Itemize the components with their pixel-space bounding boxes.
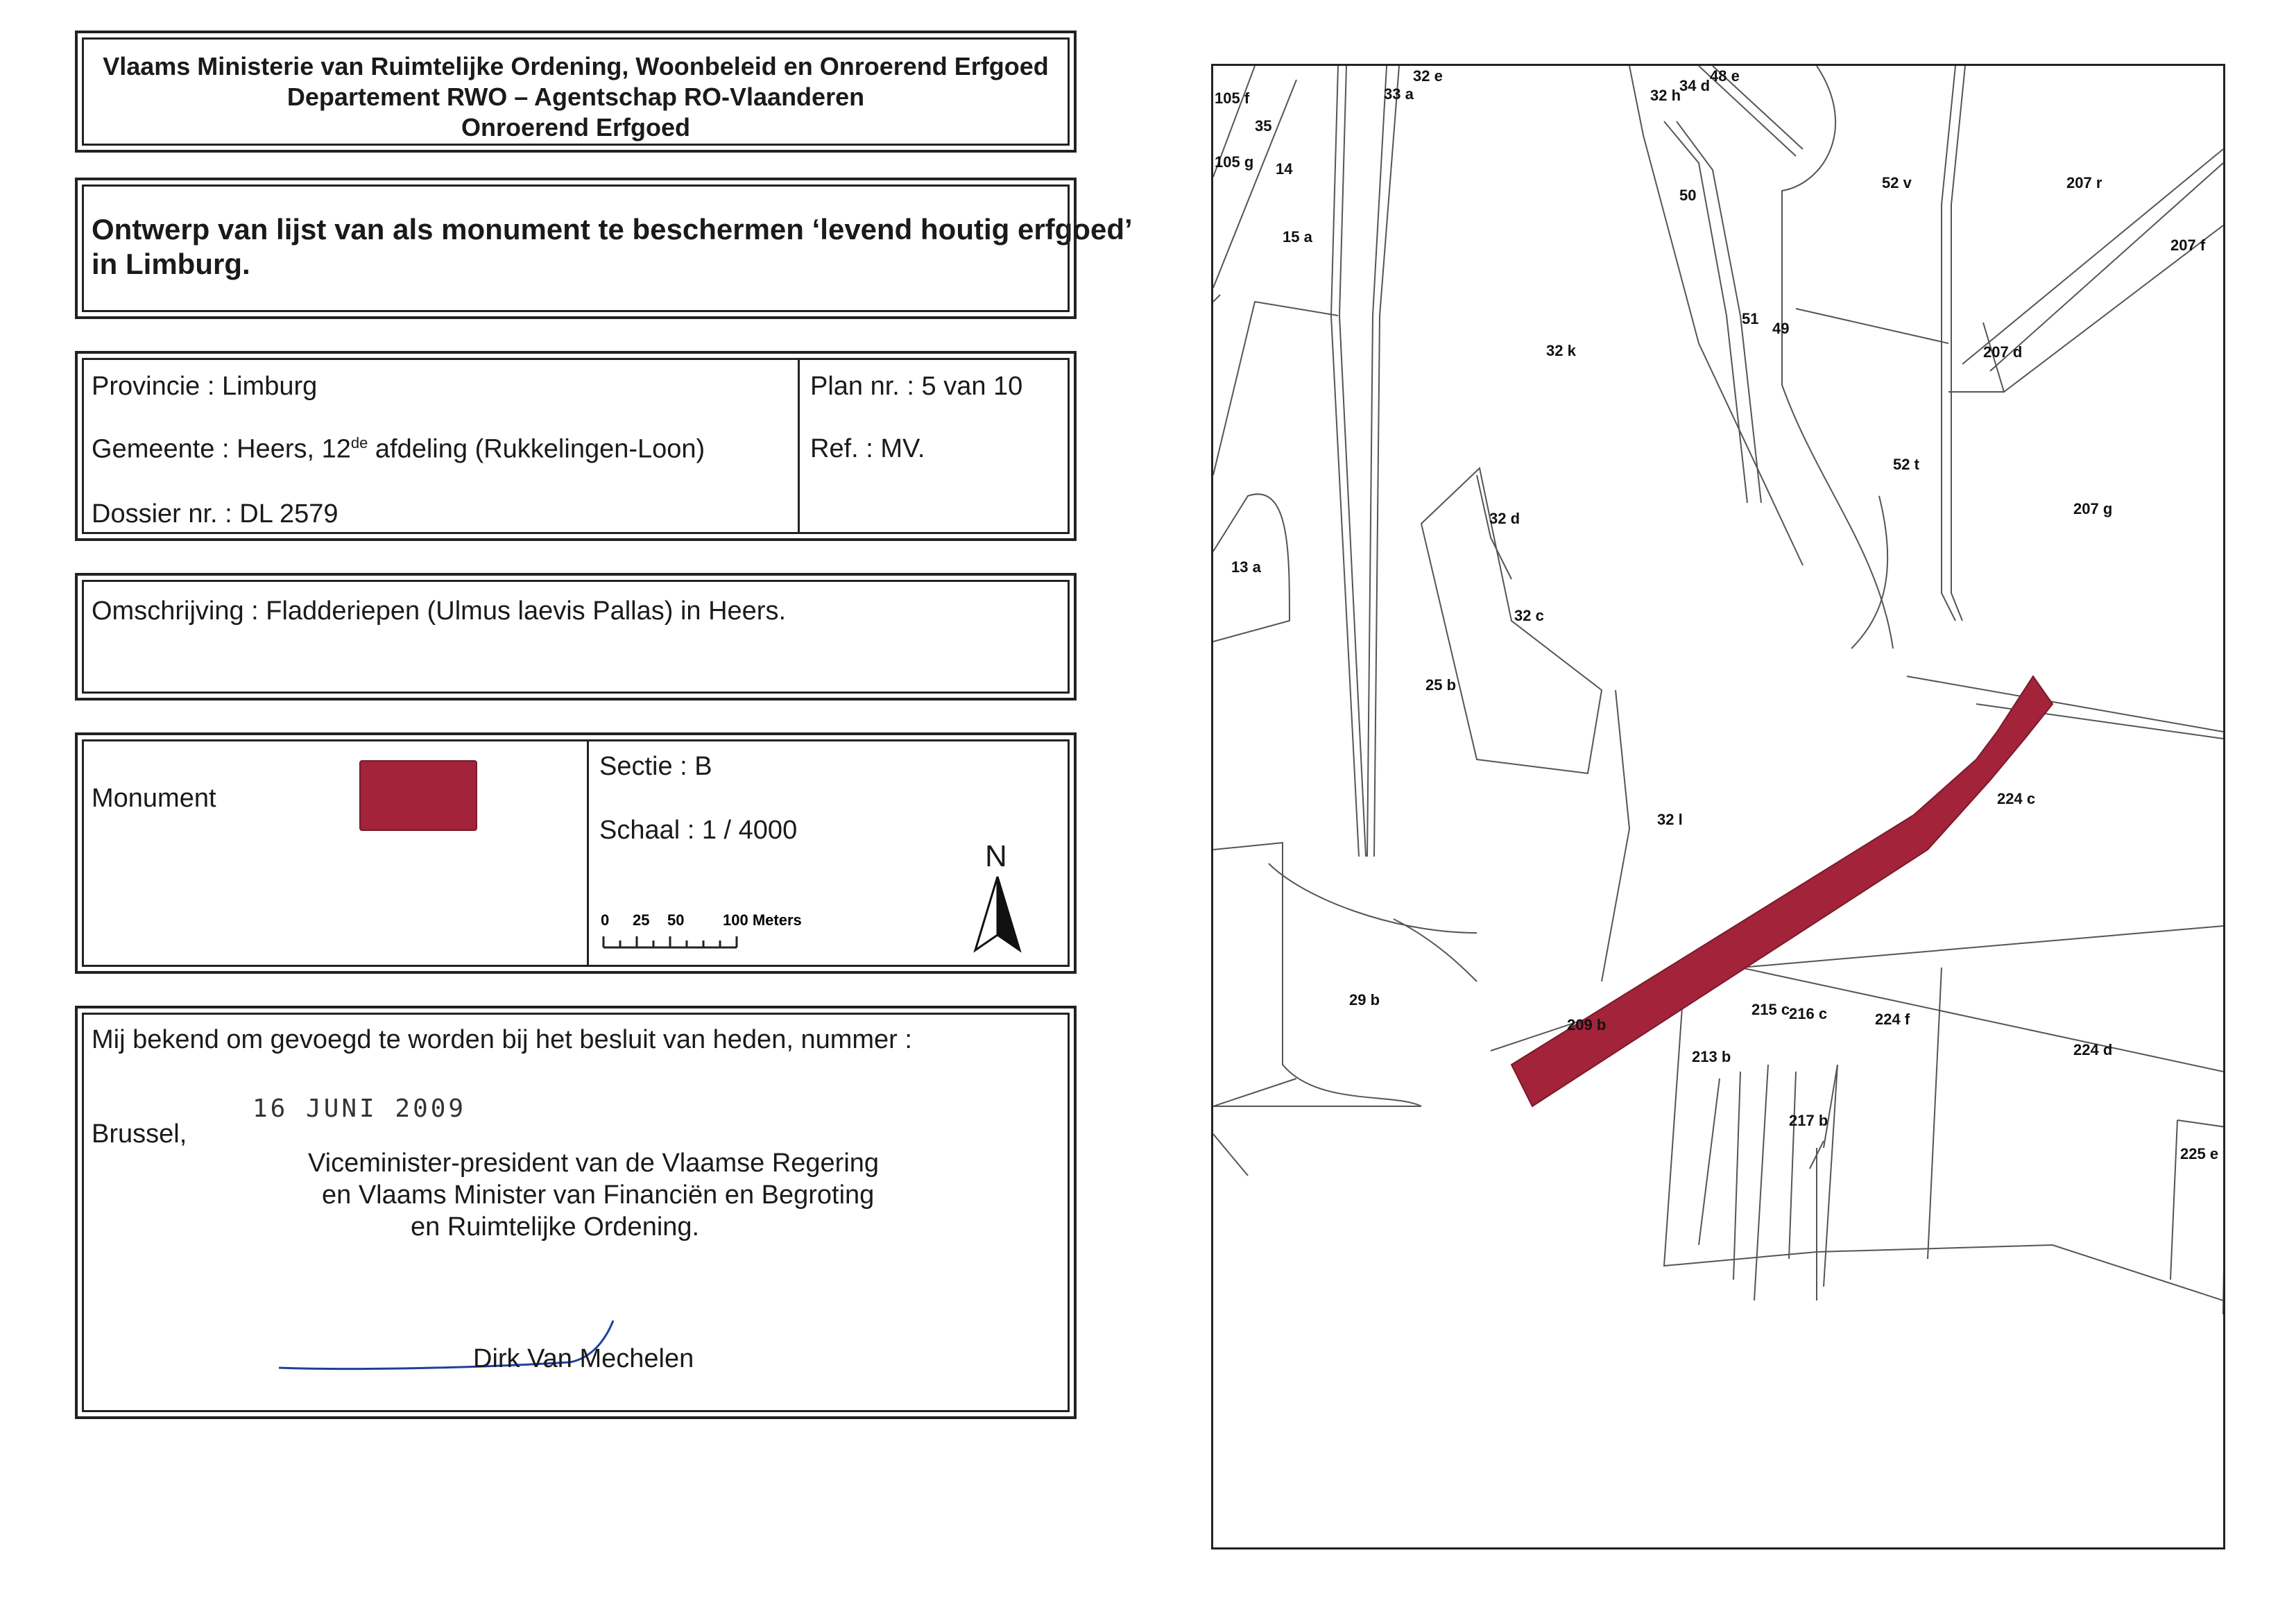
cadastral-map — [1211, 64, 2225, 1549]
monument-swatch — [359, 760, 477, 831]
parcel-label: 32 h — [1650, 87, 1681, 104]
parcel-label: 105 f — [1215, 89, 1250, 107]
scale-tick-25: 25 — [633, 911, 650, 929]
gemeente-sup: de — [350, 434, 368, 452]
legend-box — [75, 732, 1077, 974]
signature-box — [75, 1006, 1077, 1419]
plan-field: Plan nr. : 5 van 10 — [810, 372, 1023, 401]
legend-divider — [587, 741, 589, 965]
parcel-label: 225 e — [2180, 1145, 2219, 1162]
parcel-label: 224 d — [2073, 1041, 2113, 1058]
signatory-name: Dirk Van Mechelen — [473, 1344, 694, 1373]
signature-role-line3: en Ruimtelijke Ordening. — [411, 1212, 700, 1242]
parcel-label: 15 a — [1283, 228, 1312, 246]
ministry-name: Vlaams Ministerie van Ruimtelijke Ordening, Woonbeleid en Onroerend Erfgoed — [103, 52, 1049, 80]
ref-field: Ref. : MV. — [810, 434, 925, 463]
parcel-label: 48 e — [1710, 67, 1740, 85]
parcel-label: 14 — [1276, 160, 1293, 178]
parcel-label: 29 b — [1349, 991, 1380, 1008]
parcel-label: 51 — [1742, 310, 1759, 327]
north-label: N — [985, 839, 1007, 873]
parcel-label: 207 d — [1983, 343, 2023, 361]
signature-role-line2: en Vlaams Minister van Financiën en Begroting — [322, 1180, 875, 1210]
dossier-field: Dossier nr. : DL 2579 — [92, 499, 339, 529]
schaal-field: Schaal : 1 / 4000 — [599, 816, 798, 845]
parcel-label: 217 b — [1789, 1112, 1828, 1129]
sectie-field: Sectie : B — [599, 752, 712, 781]
document-title-line1: Ontwerp van lijst van als monument te beschermen ‘levend houtig erfgoed’ — [92, 213, 1133, 246]
scale-tick-0: 0 — [601, 911, 610, 929]
parcel-label: 32 l — [1657, 811, 1683, 828]
parcel-label: 224 f — [1875, 1011, 1910, 1028]
parcel-label: 32 k — [1546, 342, 1576, 359]
parcel-label: 52 t — [1893, 456, 1919, 473]
ministry-header-box — [75, 31, 1077, 153]
parcel-label: 34 d — [1679, 77, 1711, 94]
scale-bar — [599, 909, 828, 957]
gemeente-field — [92, 434, 705, 465]
parcel-label: 50 — [1679, 187, 1697, 204]
scale-tick-100: 100 Meters — [723, 911, 802, 929]
gemeente-suffix: afdeling (Rukkelingen-Loon) — [368, 434, 705, 464]
parcel-label: 52 v — [1882, 174, 1912, 191]
parcel-label: 32 c — [1514, 607, 1544, 624]
parcel-label: 33 a — [1384, 85, 1414, 103]
title-box — [75, 178, 1133, 319]
signature-intro: Mij bekend om gevoegd te worden bij het besluit van heden, nummer : — [92, 1025, 912, 1054]
parcel-label: 49 — [1772, 320, 1790, 337]
scale-tick-50: 50 — [667, 911, 685, 929]
parcel-label: 25 b — [1425, 676, 1457, 694]
parcel-label: 209 b — [1567, 1016, 1607, 1033]
parcel-label: 207 r — [2066, 174, 2102, 191]
parcel-label: 213 b — [1692, 1048, 1731, 1065]
description-box — [75, 573, 1077, 701]
description-text: Omschrijving : Fladderiepen (Ulmus laevis Pallas) in Heers. — [92, 596, 787, 626]
signature-role-line1: Viceminister-president van de Vlaamse Regering — [308, 1149, 880, 1178]
parcel-label: 35 — [1255, 117, 1272, 135]
parcel-label: 13 a — [1231, 558, 1261, 576]
parcel-lines — [1213, 66, 2223, 1547]
parcel-label: 207 f — [2170, 237, 2206, 254]
parcel-label: 215 c — [1751, 1001, 1790, 1018]
agency-name: Onroerend Erfgoed — [461, 113, 691, 141]
parcel-label: 216 c — [1789, 1005, 1828, 1022]
monument-label: Monument — [92, 784, 216, 813]
gemeente-prefix: Gemeente : Heers, 12 — [92, 434, 351, 464]
parcel-label: 32 e — [1413, 67, 1443, 85]
parcel-label: 105 g — [1215, 153, 1254, 171]
department-name: Departement RWO – Agentschap RO-Vlaanderen — [286, 83, 865, 111]
parcel-label: 207 g — [2073, 500, 2113, 517]
north-arrow-icon — [973, 874, 1022, 953]
parcel-label: 32 d — [1489, 510, 1520, 527]
document-title-line2: in Limburg. — [92, 248, 250, 280]
info-box — [75, 351, 1077, 541]
parcel-label: 224 c — [1997, 790, 2036, 807]
info-divider — [798, 359, 800, 533]
date-stamp: 16 JUNI 2009 — [252, 1094, 467, 1123]
signature-place: Brussel, — [92, 1119, 187, 1149]
provincie-field: Provincie : Limburg — [92, 372, 318, 401]
